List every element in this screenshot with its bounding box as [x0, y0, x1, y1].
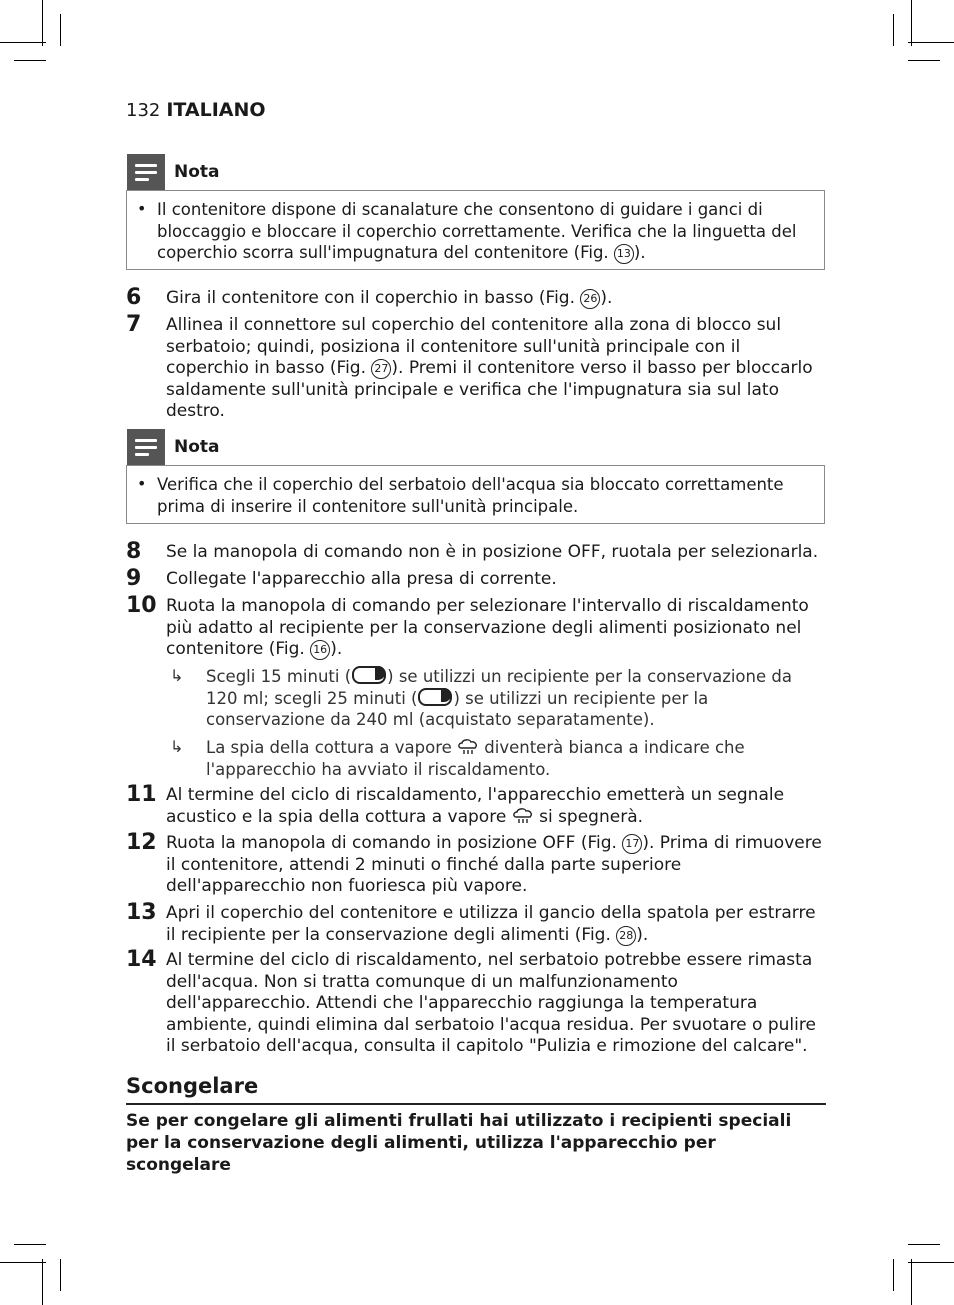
- note-label: Nota: [174, 162, 220, 182]
- note-text: Il contenitore dispone di scanalature che consentono di guidare i ganci di bloccaggio e bloccare il coperchio correttamente. Verifica che la linguetta del coperchio scorra sull'impugnatura del contenitore (Fig. 13 ).: [157, 200, 797, 262]
- crop-mark: [908, 1244, 940, 1245]
- note-box: [126, 190, 825, 270]
- step-number: 14: [126, 947, 157, 972]
- result-text: La spia della cottura a vapore diventerà bianca a indicare che l'apparecchio ha avviato il riscaldamento.: [206, 738, 745, 779]
- crop-mark: [0, 42, 46, 43]
- figure-ref: 16: [310, 640, 330, 660]
- timer-battery-icon: [418, 688, 452, 706]
- step-text: Al termine del ciclo di riscaldamento, nel serbatoio potrebbe essere rimasta dell'acqua. Non si tratta comunque di un malfunzionamento dell'apparecchio. Attendi che l'apparecchio raggiunga la temperatura ambiente, quindi elimina dal serbatoio l'acqua residua. Per svuotare o pulire il serbatoio dell'acqua, consulta il capitolo "Pulizia e rimozione del calcare".: [166, 950, 816, 1056]
- note-lines-icon: [127, 429, 165, 465]
- crop-mark: [14, 60, 46, 61]
- timer-battery-icon: [352, 666, 386, 684]
- crop-mark: [42, 1259, 43, 1305]
- language-title: ITALIANO: [166, 99, 266, 121]
- note-box: [126, 465, 825, 524]
- crop-mark: [911, 1259, 912, 1305]
- step-number: 9: [126, 566, 142, 591]
- crop-mark: [908, 1262, 954, 1263]
- result-arrow-icon: ↳: [170, 666, 184, 685]
- section-intro: Se per congelare gli alimenti frullati hai utilizzato i recipienti speciali per la conservazione degli alimenti, utilizza l'apparecchio per scongelare: [126, 1111, 792, 1175]
- step-text: Se la manopola di comando non è in posizione OFF, ruotala per selezionarla.: [166, 542, 819, 562]
- bullet: •: [137, 199, 147, 218]
- step-number: 7: [126, 312, 142, 337]
- crop-mark: [60, 1259, 61, 1291]
- crop-mark: [0, 1262, 46, 1263]
- step-text: Allinea il connettore sul coperchio del contenitore alla zona di blocco sul serbatoio; quindi, posiziona il contenitore sull'unità principale con il coperchio in basso (Fig. 27 ). Premi il contenitore verso il basso per bloccarlo saldamente sull'unità principale e verifica che l'impugnatura sia sul lato destro.: [166, 315, 813, 421]
- step-number: 8: [126, 539, 142, 564]
- note-text: Verifica che il coperchio del serbatoio dell'acqua sia bloccato correttamente prima di inserire il contenitore sull'unità principale.: [157, 475, 784, 516]
- figure-ref: 17: [622, 834, 642, 854]
- crop-mark: [908, 60, 940, 61]
- crop-mark: [42, 0, 43, 46]
- step-number: 6: [126, 285, 142, 310]
- page-number: 132: [126, 100, 161, 121]
- step-text: Gira il contenitore con il coperchio in basso (Fig. 26 ).: [166, 288, 613, 308]
- crop-mark: [893, 14, 894, 46]
- result-text: Scegli 15 minuti ( ) se utilizzi un recipiente per la conservazione da 120 ml; scegli 25 minuti ( ) se utilizzi un recipiente per la conservazione da 240 ml (acquistato separatamente).: [206, 667, 792, 729]
- crop-mark: [911, 0, 912, 46]
- step-text: Ruota la manopola di comando in posizione OFF (Fig. 17 ). Prima di rimuovere il contenitore, attendi 2 minuti o finché dalla parte superiore dell'apparecchio non fuoriesca più vapore.: [166, 833, 822, 896]
- result-arrow-icon: ↳: [170, 737, 184, 756]
- crop-mark: [60, 14, 61, 46]
- step-text: Ruota la manopola di comando per selezionare l'intervallo di riscaldamento più adatto al recipiente per la conservazione degli alimenti posizionato nel contenitore (Fig. 16 ).: [166, 596, 809, 659]
- note-header: [127, 154, 220, 190]
- note-label: Nota: [174, 437, 220, 457]
- crop-mark: [908, 42, 954, 43]
- section-title: Scongelare: [126, 1074, 259, 1098]
- step-number: 11: [126, 782, 157, 807]
- step-text: Collegate l'apparecchio alla presa di corrente.: [166, 569, 557, 589]
- section-divider: [126, 1103, 826, 1105]
- note-header: [127, 429, 220, 465]
- step-number: 10: [126, 593, 157, 618]
- crop-mark: [893, 1259, 894, 1291]
- figure-ref: 26: [580, 289, 600, 309]
- figure-ref: 27: [371, 359, 391, 379]
- steam-icon: [457, 739, 479, 755]
- steam-icon: [512, 808, 534, 824]
- figure-ref: 13: [614, 244, 634, 264]
- page-header: [126, 99, 266, 121]
- step-text: Apri il coperchio del contenitore e utilizza il gancio della spatola per estrarre il recipiente per la conservazione degli alimenti (Fig. 28 ).: [166, 903, 816, 945]
- bullet: •: [137, 474, 147, 493]
- step-number: 12: [126, 830, 157, 855]
- step-number: 13: [126, 900, 157, 925]
- figure-ref: 28: [616, 926, 636, 946]
- step-text: Al termine del ciclo di riscaldamento, l'apparecchio emetterà un segnale acustico e la spia della cottura a vapore si spegnerà.: [166, 785, 785, 827]
- crop-mark: [14, 1244, 46, 1245]
- note-lines-icon: [127, 154, 165, 190]
